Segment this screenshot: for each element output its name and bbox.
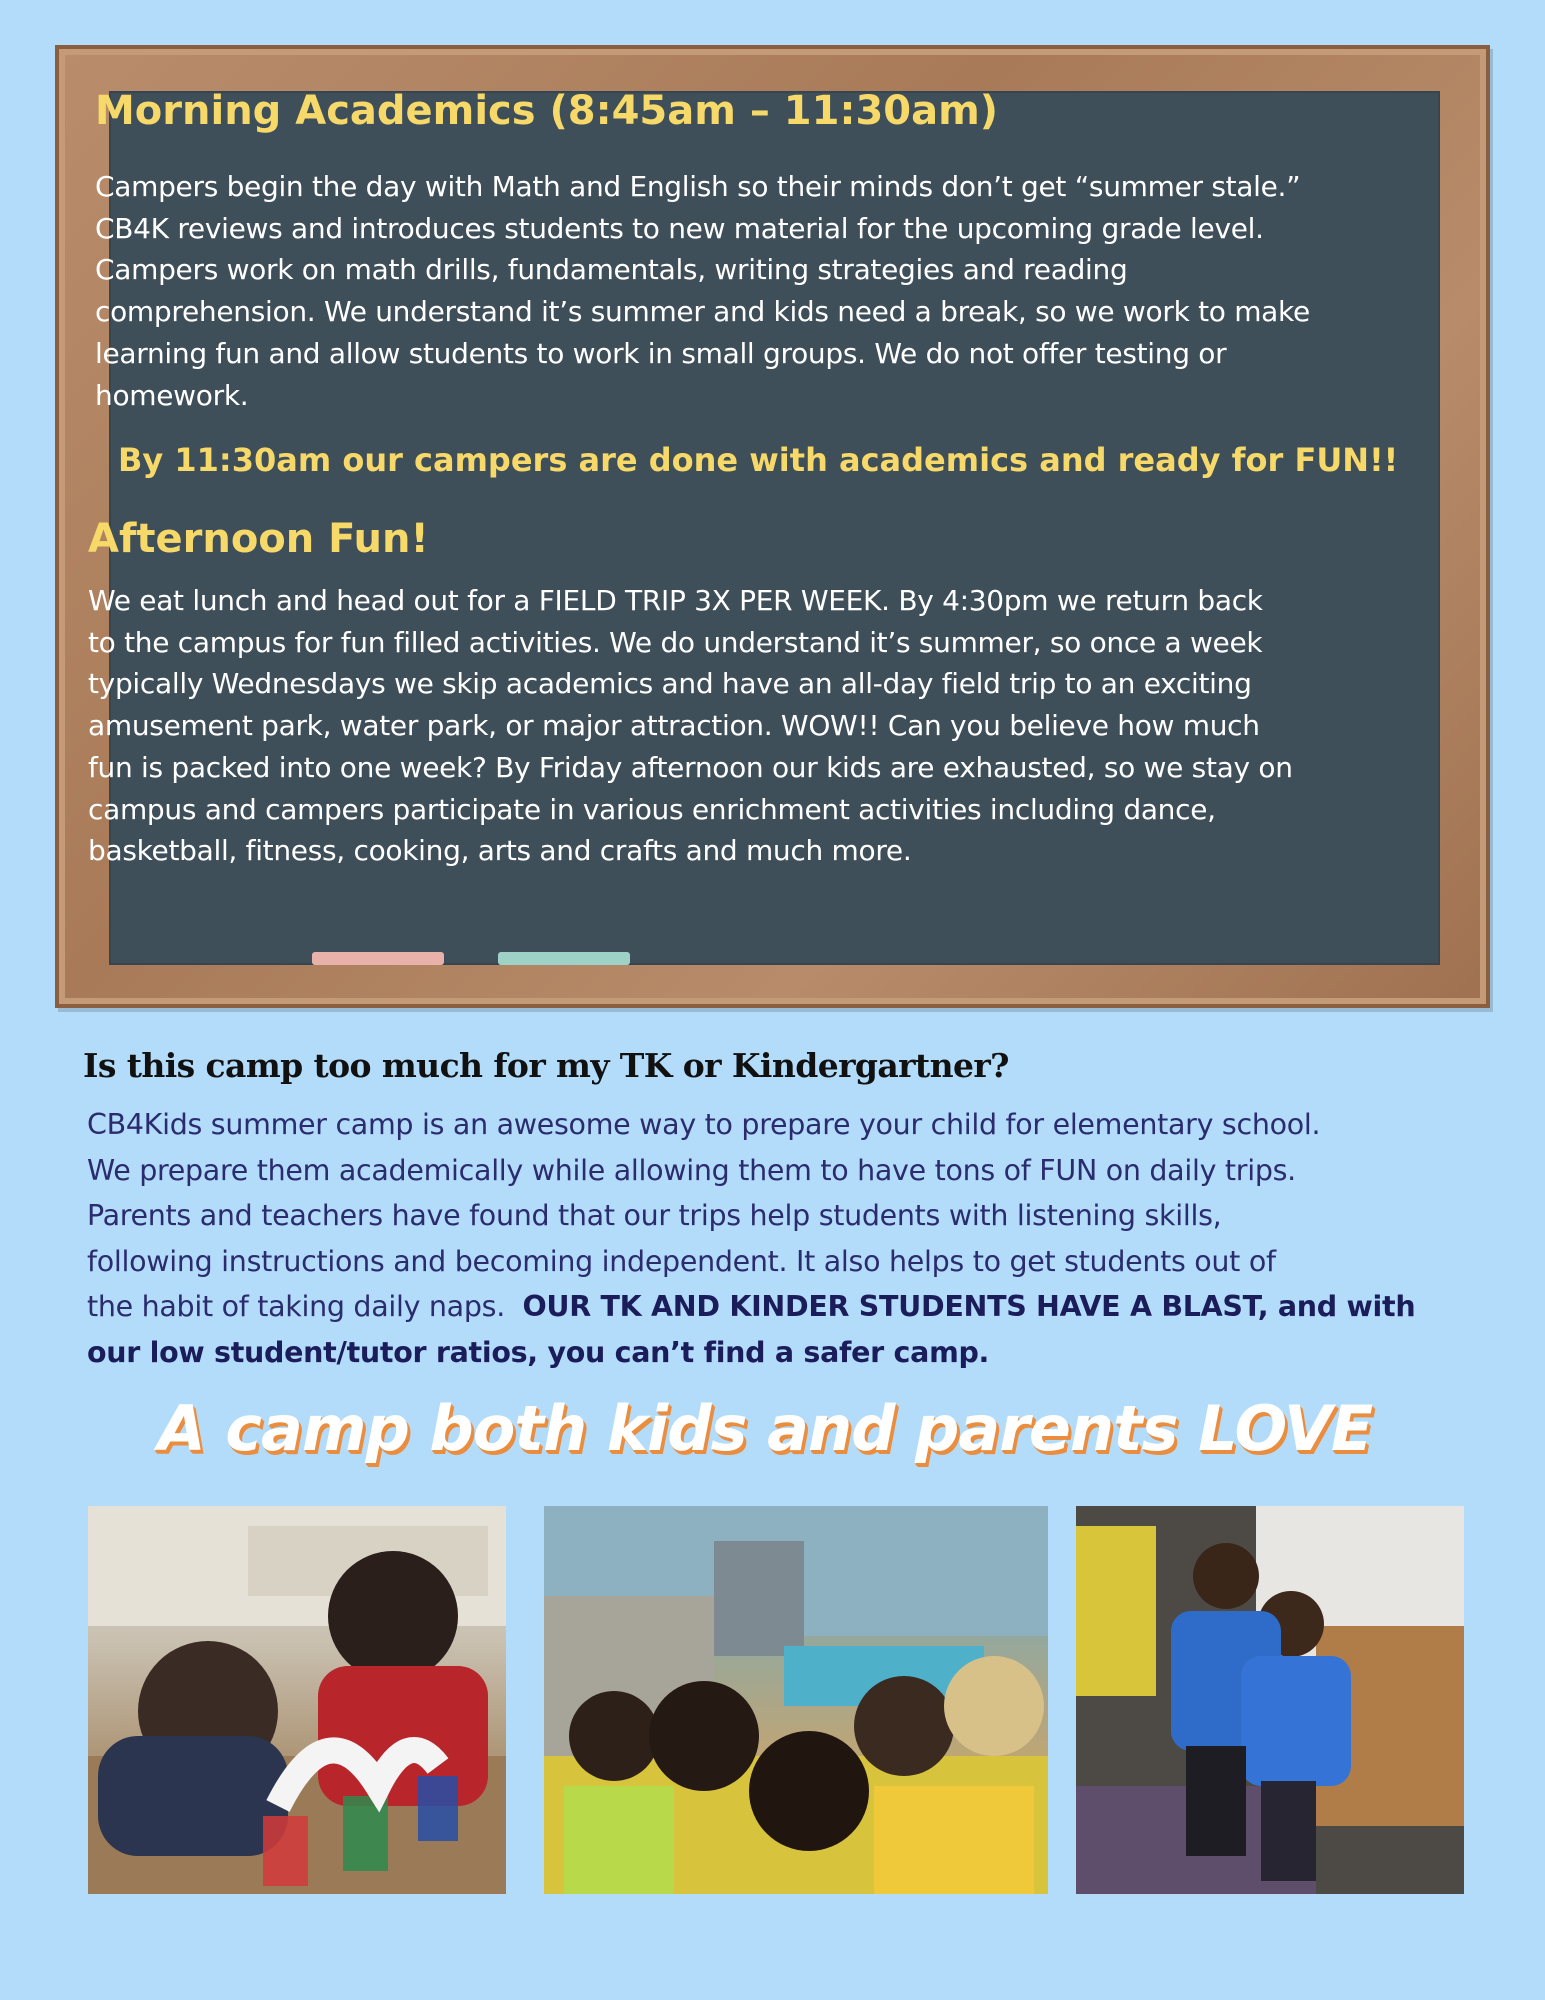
text-line: campus and campers participate in various enrichment activities including dance, <box>88 792 1216 826</box>
camp-love-heading: A camp both kids and parents LOVE <box>157 1392 1373 1465</box>
text-line: We eat lunch and head out for a FIELD TRIP 3X PER WEEK. By 4:30pm we return back <box>88 584 1263 617</box>
afternoon-fun-text <box>88 580 1358 872</box>
text-line: basketball, fitness, cooking, arts and crafts and much more. <box>88 834 912 868</box>
arcade-kids-photo <box>1076 1506 1464 1894</box>
academics-done-callout: By 11:30am our campers are done with academics and ready for FUN!! <box>118 441 1399 479</box>
emphasis-text: OUR TK AND KINDER STUDENTS HAVE A BLAST, and with <box>522 1290 1416 1323</box>
text-run: the habit of taking daily naps. <box>87 1290 523 1323</box>
pink-chalk <box>312 952 444 965</box>
text-line: comprehension. We understand it’s summer and kids need a break, so we work to make <box>95 295 1310 329</box>
morning-academics-heading: Morning Academics (8:45am – 11:30am) <box>95 88 999 134</box>
text-line: to the campus for fun filled activities. We do understand it’s summer, so once a week <box>88 625 1263 659</box>
text-line <box>87 1284 1497 1330</box>
text-line: amusement park, water park, or major attraction. WOW!! Can you believe how much <box>88 709 1260 743</box>
text-line: Campers begin the day with Math and English so their minds don’t get “summer stale.” <box>95 170 1301 203</box>
text-line: typically Wednesdays we skip academics and have an all-day field trip to an exciting <box>88 667 1252 701</box>
text-line <box>87 1330 1497 1376</box>
text-line: following instructions and becoming independent. It also helps to get students out of <box>87 1244 1276 1278</box>
kindergarten-answer-text <box>87 1102 1497 1375</box>
text-line: Parents and teachers have found that our trips help students with listening skills, <box>87 1199 1222 1232</box>
kindergarten-question-heading: Is this camp too much for my TK or Kindergartner? <box>83 1046 1009 1085</box>
text-line: CB4Kids summer camp is an awesome way to prepare your child for elementary school. <box>87 1108 1321 1141</box>
text-line: fun is packed into one week? By Friday afternoon our kids are exhausted, so we stay on <box>88 750 1293 784</box>
text-line: CB4K reviews and introduces students to new material for the upcoming grade level. <box>95 211 1264 245</box>
water-park-group-photo <box>544 1506 1048 1894</box>
text-line: homework. <box>95 378 249 412</box>
morning-academics-text <box>95 166 1355 416</box>
emphasis-text: our low student/tutor ratios, you can’t find a safer camp. <box>87 1335 990 1369</box>
mint-chalk <box>498 952 630 965</box>
afternoon-fun-heading: Afternoon Fun! <box>88 516 429 562</box>
text-line: We prepare them academically while allowing them to have tons of FUN on daily trips. <box>87 1153 1296 1187</box>
text-line: Campers work on math drills, fundamentals, writing strategies and reading <box>95 253 1128 287</box>
text-line: learning fun and allow students to work in small groups. We do not offer testing or <box>95 336 1227 370</box>
classroom-experiment-photo <box>88 1506 506 1894</box>
